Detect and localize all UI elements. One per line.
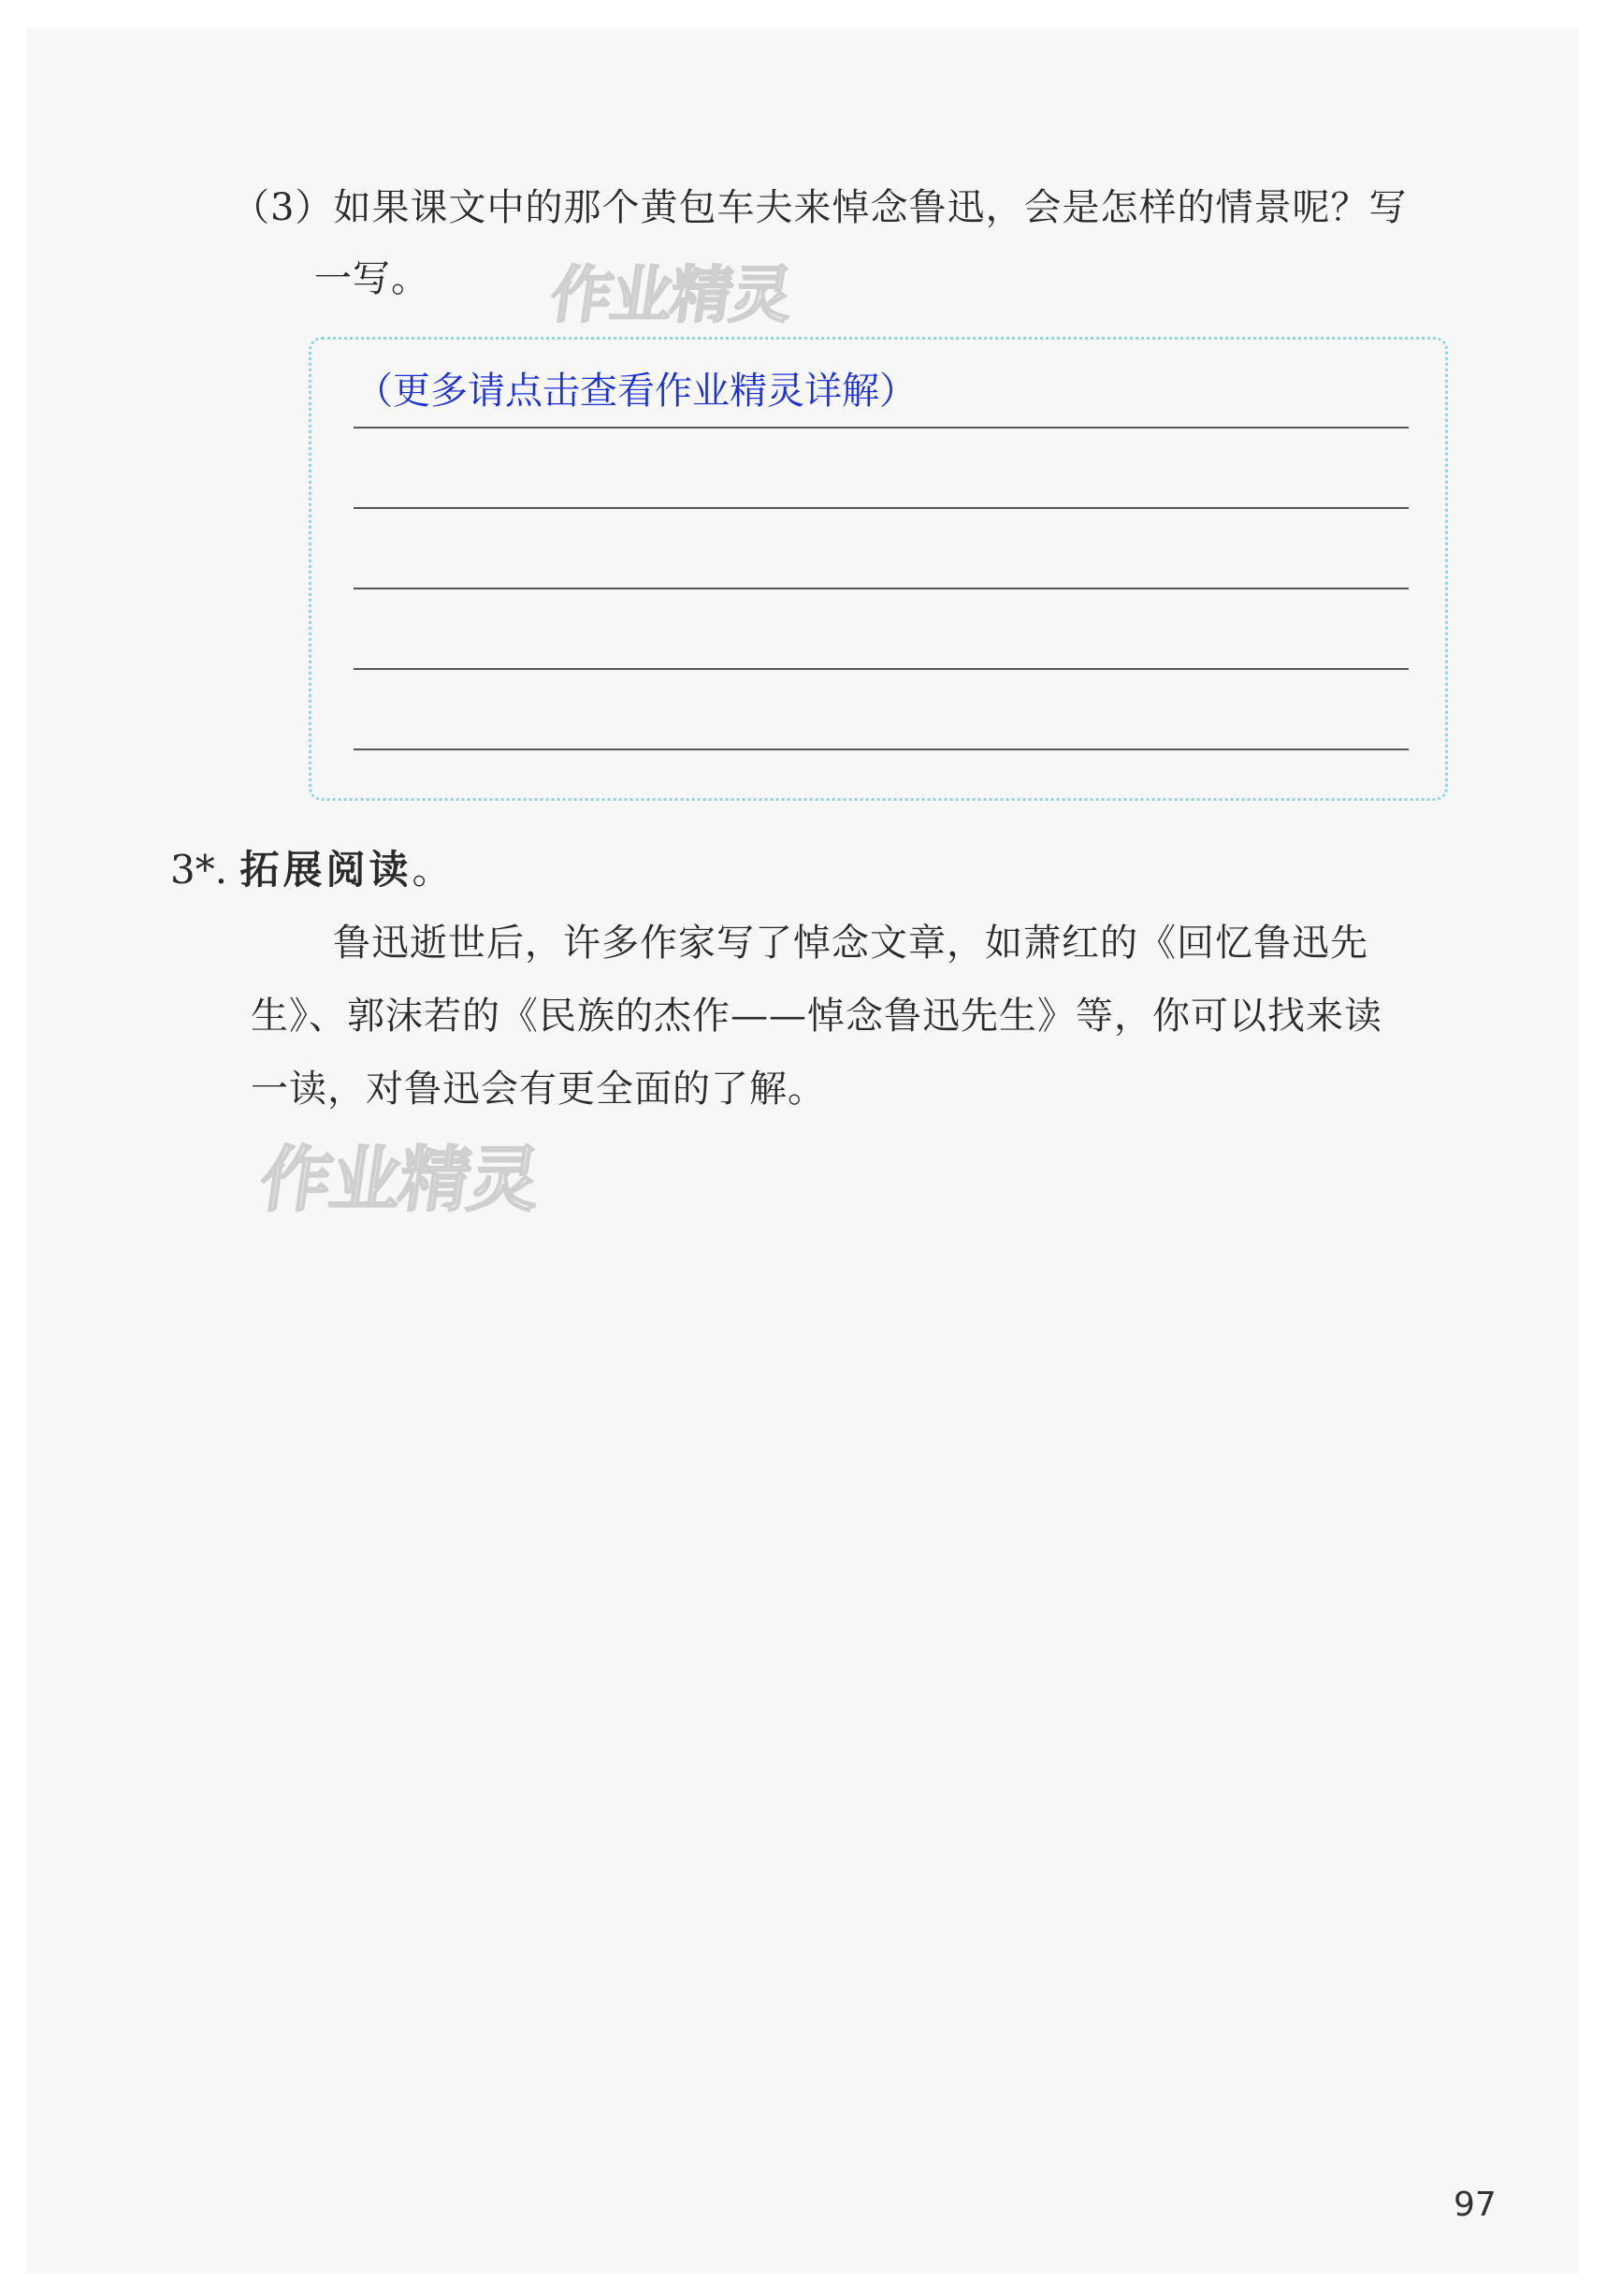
writing-line [354,427,1409,429]
section-3-paragraph-line-2: 生》、郭沫若的《民族的杰作——悼念鲁迅先生》等，你可以找来读 [251,995,1382,1038]
watermark-logo: 作业精灵 [254,1138,544,1221]
writing-line [354,507,1409,509]
section-3-paragraph-line-1: 鲁迅逝世后，许多作家写了悼念文章，如萧红的《回忆鲁迅先 [333,922,1368,965]
answer-detail-link[interactable]: （更多请点击查看作业精灵详解） [355,370,917,413]
section-3-heading [170,840,451,900]
section-3-number: 3*. [170,847,228,893]
question-3-text-line-2: 一写。 [314,257,429,300]
section-3-title: 拓展阅读 [239,847,412,893]
question-3-text-line-1: （3）如果课文中的那个黄包车夫来悼念鲁迅，会是怎样的情景呢？写 [232,186,1408,229]
section-3-title-suffix: 。 [412,847,452,893]
writing-line [354,588,1409,589]
page-number: 97 [1454,2186,1497,2224]
writing-line [354,748,1409,750]
watermark-logo: 作业精灵 [545,259,796,331]
writing-line [354,668,1409,670]
section-3-paragraph-line-3: 一读，对鲁迅会有更全面的了解。 [251,1068,826,1111]
